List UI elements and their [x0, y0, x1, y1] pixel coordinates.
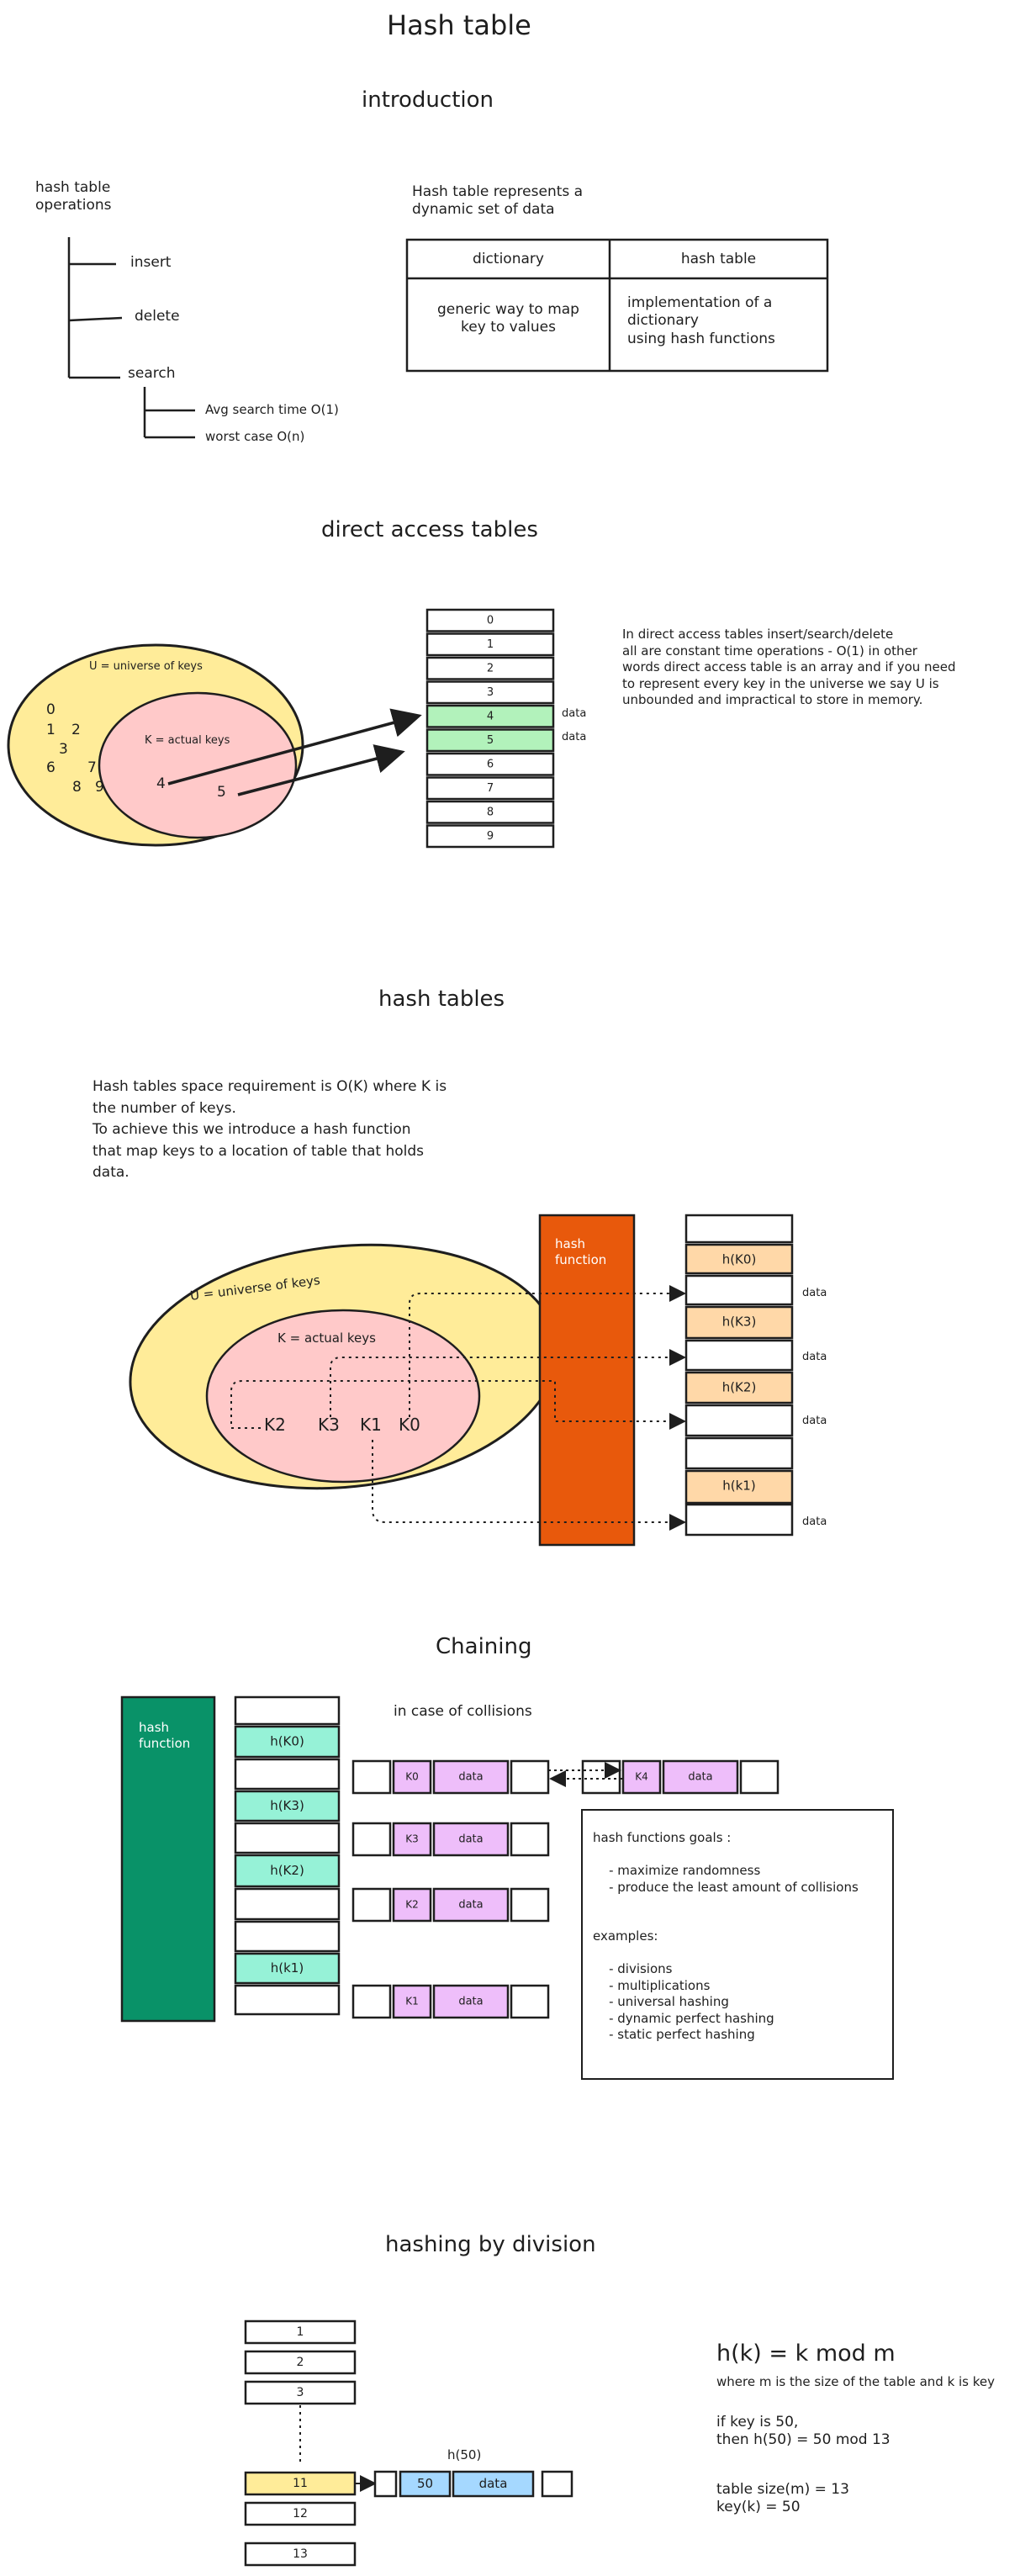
operations-label: hash table operations	[35, 179, 112, 214]
chain-slot-label-0: h(K0)	[270, 1733, 304, 1749]
table-header-hash-table: hash table	[680, 251, 757, 267]
hash-universe-label: U = universe of keys	[189, 1272, 321, 1304]
division-size: table size(m) = 13 key(k) = 50	[716, 2481, 849, 2516]
chain-extra-next	[741, 1761, 778, 1793]
hash-slot-empty	[686, 1341, 792, 1370]
represents-text: Hash table represents a dynamic set of data	[412, 183, 584, 219]
chain-extra-prev	[583, 1761, 620, 1793]
direct-access-description: In direct access tables insert/search/delete all are constant time operations - O(1) in other words direct access table is an array and if you need to represent every key in the universe we say U is unbounded and impractical to store in memory.	[622, 627, 956, 707]
chain-slot-label-3: h(k1)	[270, 1960, 304, 1976]
table-cell-hash-table: implementation of a dictionary using hash functions	[627, 294, 775, 347]
chain-node-next-1	[511, 1823, 548, 1855]
actual-key-5: 5	[217, 784, 226, 801]
direct-slot-label-6: 6	[486, 758, 494, 771]
collision-label: in case of collisions	[394, 1703, 532, 1720]
division-example: if key is 50, then h(50) = 50 mod 13	[716, 2414, 891, 2449]
chain-node-data-label-2: data	[458, 1898, 484, 1912]
hash-tables-description: Hash tables space requirement is O(K) where K is the number of keys. To achieve this we introduce a hash function that map keys to a location of table that holds data.	[92, 1078, 447, 1181]
hash-slot-empty	[686, 1405, 792, 1436]
direct-access-heading: direct access tables	[321, 517, 538, 542]
universe-key-8: 8	[72, 779, 82, 796]
direct-slot-label-0: 0	[486, 614, 494, 627]
chain-node-next-0	[511, 1761, 548, 1793]
chain-node-prev-1	[353, 1823, 390, 1855]
hash-data-label-k2: data	[802, 1415, 827, 1427]
direct-slot-label-3: 3	[486, 685, 494, 699]
op-insert: insert	[130, 254, 172, 271]
chain-node-key-label-0: K0	[405, 1770, 419, 1783]
hash-slot-empty	[686, 1438, 792, 1468]
hash-function-label: hash function	[555, 1236, 607, 1267]
chain-node-prev-2	[353, 1889, 390, 1921]
chain-node-prev-0	[353, 1761, 390, 1793]
table-header-dictionary: dictionary	[473, 251, 544, 267]
division-slot-label-2: 2	[296, 2356, 304, 2369]
division-slot-label-3: 3	[296, 2386, 304, 2399]
direct-slot-label-8: 8	[486, 806, 494, 819]
chain-node-key-label-3: K1	[405, 1995, 419, 2007]
division-key-50: 50	[416, 2476, 434, 2491]
hash-universe-set	[118, 1225, 569, 1509]
op-delete: delete	[135, 308, 180, 325]
chain-node-next-2	[511, 1889, 548, 1921]
universe-key-7: 7	[87, 759, 97, 776]
division-slot-label-13: 13	[293, 2547, 308, 2561]
universe-key-9: 9	[95, 779, 104, 796]
hash-data-label-k1: data	[802, 1515, 827, 1528]
hash-data-label-k0: data	[802, 1287, 827, 1299]
universe-key-3: 3	[59, 741, 68, 758]
key-k3: K3	[318, 1415, 340, 1435]
hash-table-slots	[686, 1215, 792, 1535]
hash-slot-label-1: h(K3)	[721, 1314, 757, 1330]
universe-key-0: 0	[46, 701, 55, 718]
direct-slot-label-1: 1	[486, 637, 494, 651]
direct-slot-label-9: 9	[486, 829, 494, 843]
hash-tables-heading: hash tables	[378, 986, 505, 1012]
key-k0: K0	[399, 1415, 420, 1435]
chain-slot-empty	[235, 1986, 339, 2014]
chain-slot-label-2: h(K2)	[270, 1863, 304, 1878]
introduction-heading: introduction	[362, 87, 494, 113]
hash-slot-label-2: h(K2)	[721, 1379, 757, 1395]
hash-slot-empty	[686, 1276, 792, 1304]
universe-key-6: 6	[46, 759, 55, 776]
search-note-worst: worst case O(n)	[205, 429, 305, 444]
division-slots	[246, 2321, 355, 2565]
chain-node-key-label-2: K2	[405, 1898, 419, 1911]
chain-slot-empty	[235, 1922, 339, 1951]
direct-slot-label-2: 2	[486, 662, 494, 675]
chain-slot-empty	[235, 1823, 339, 1853]
actual-key-4: 4	[156, 775, 166, 792]
division-slot-label-12: 12	[293, 2507, 308, 2520]
page-title: Hash table	[387, 9, 531, 41]
chain-node-key-label-1: K3	[405, 1833, 419, 1845]
chain-node-data-label-1: data	[458, 1833, 484, 1846]
chain-extra-key-label: K4	[635, 1770, 648, 1783]
hash-goals-text: hash functions goals : - maximize randomness - produce the least amount of collisions examples: - divisions - multiplications - universal hashing - dynamic perfect hashing - static perfect hashing	[593, 1830, 859, 2042]
hash-slot-empty	[686, 1505, 792, 1535]
division-formula-note: where m is the size of the table and k is key	[716, 2374, 996, 2389]
direct-slot-label-7: 7	[486, 781, 494, 795]
search-note-avg: Avg search time O(1)	[205, 402, 339, 417]
direct-actual-label: K = actual keys	[145, 734, 230, 747]
hash-slot-label-0: h(K0)	[721, 1251, 757, 1267]
hash-slot-empty	[686, 1215, 792, 1242]
chain-node-data-label-0: data	[458, 1770, 484, 1784]
direct-data-label-4: data	[562, 707, 587, 720]
division-slot-label-1: 1	[296, 2325, 304, 2339]
table-cell-dictionary: generic way to map key to values	[437, 301, 579, 336]
direct-universe-label: U = universe of keys	[89, 660, 203, 673]
chaining-heading: Chaining	[436, 1634, 532, 1659]
chaining-function-label: hash function	[139, 1720, 191, 1751]
chain-slot-empty	[235, 1889, 339, 1919]
hash-slot-label-3: h(k1)	[722, 1478, 756, 1494]
chain-slot-empty	[235, 1759, 339, 1789]
chain-node-next-3	[511, 1986, 548, 2018]
chain-extra-data-label: data	[688, 1770, 713, 1784]
universe-key-1: 1	[46, 722, 55, 738]
direct-data-label-5: data	[562, 731, 587, 743]
key-k1: K1	[360, 1415, 382, 1435]
division-slot-label-11: 11	[293, 2477, 308, 2490]
hash-actual-label: K = actual keys	[277, 1330, 376, 1346]
division-data-cell: data	[478, 2476, 508, 2491]
division-heading: hashing by division	[385, 2232, 596, 2257]
universe-key-2: 2	[71, 722, 81, 738]
h50-label: h(50)	[447, 2447, 482, 2462]
chain-slot-label-1: h(K3)	[270, 1798, 304, 1813]
hash-data-label-k3: data	[802, 1351, 827, 1363]
direct-access-slots	[427, 610, 553, 847]
chain-node-data-label-3: data	[458, 1995, 484, 2008]
direct-slot-label-4: 4	[486, 710, 494, 723]
key-k2: K2	[264, 1415, 286, 1435]
division-formula: h(k) = k mod m	[716, 2341, 896, 2367]
chaining-slots	[235, 1697, 339, 2014]
chain-slot-empty	[235, 1697, 339, 1724]
direct-slot-label-5: 5	[486, 733, 494, 747]
op-search: search	[128, 365, 176, 382]
chain-node-prev-3	[353, 1986, 390, 2018]
